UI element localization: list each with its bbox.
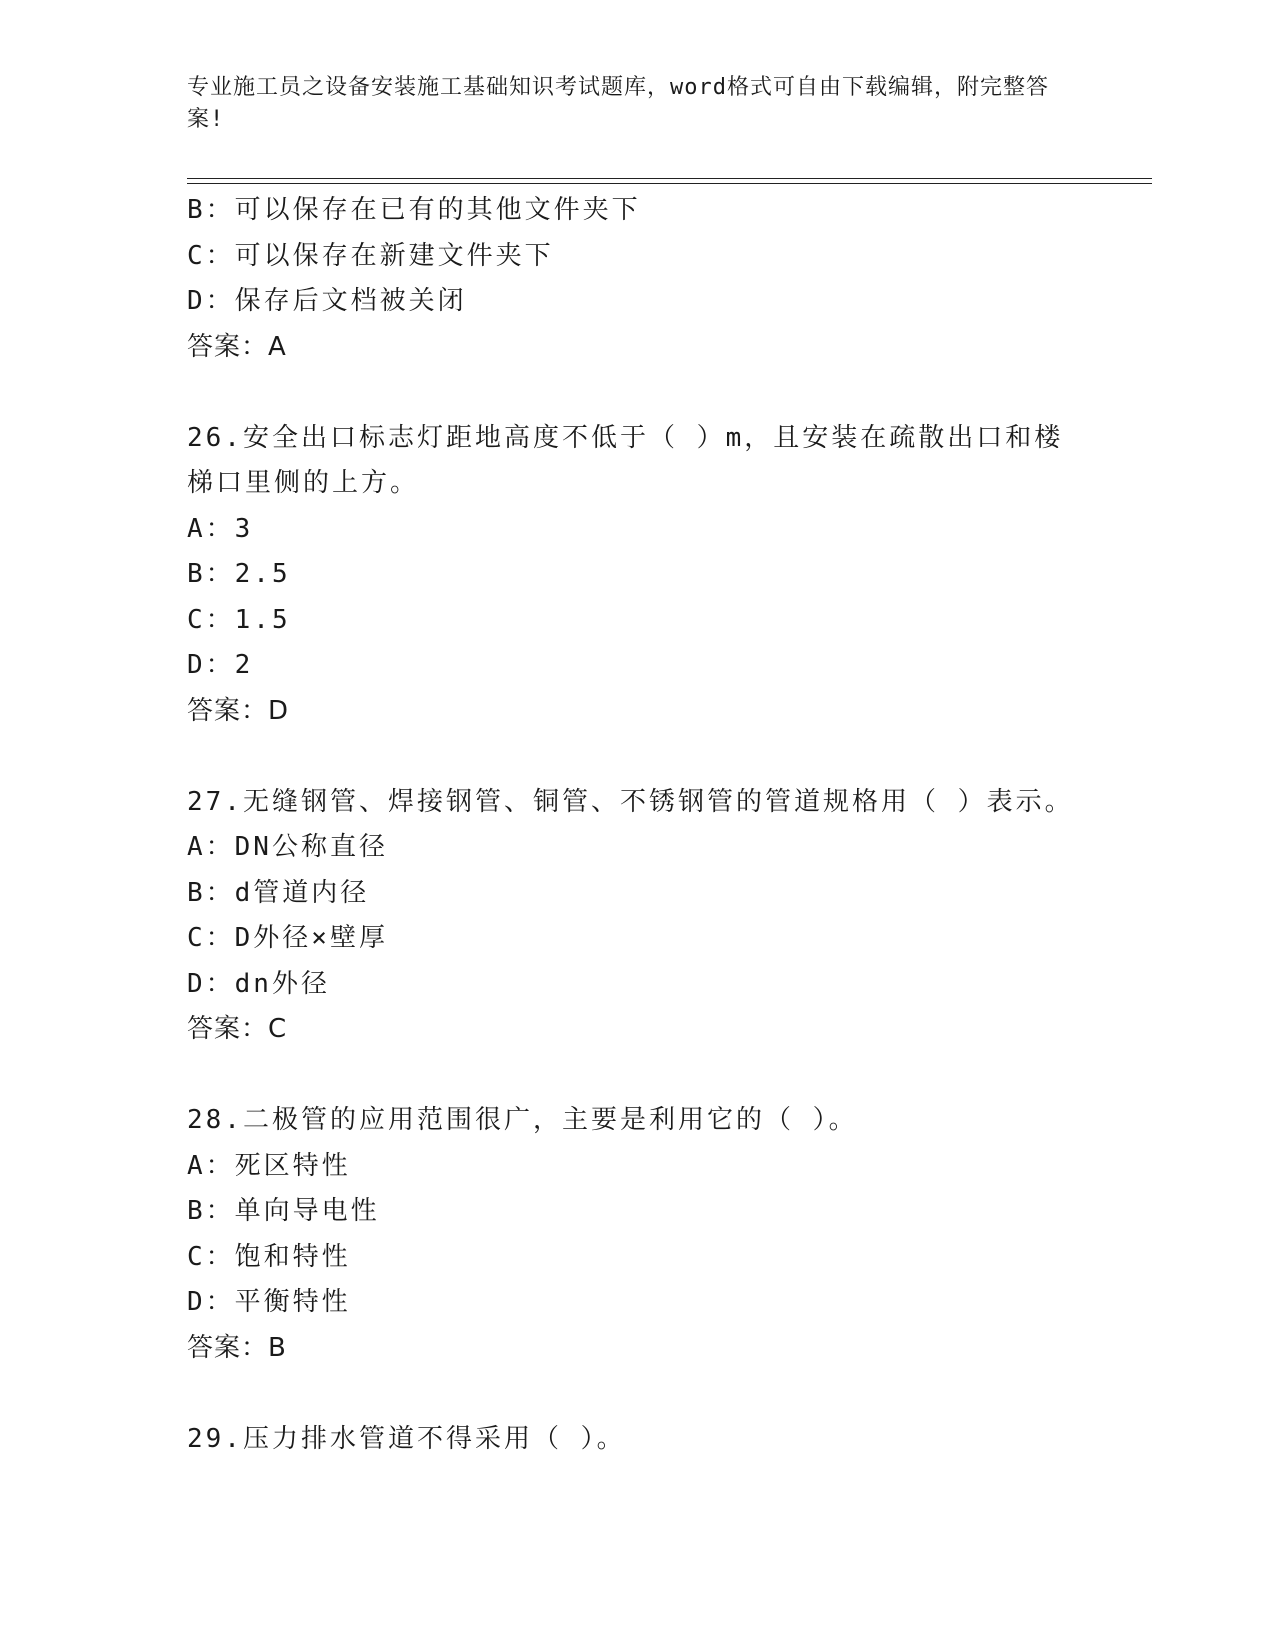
option-a: A：DN公称直径 bbox=[187, 832, 388, 862]
option-c: C：1.5 bbox=[187, 604, 291, 635]
answer-line: 答案：D bbox=[187, 695, 290, 726]
header-rule-bottom bbox=[187, 183, 1152, 184]
question-26 bbox=[187, 416, 1107, 735]
question-title: 27.无缝钢管、焊接钢管、铜管、不锈钢管的管道规格用（ ）表示。 bbox=[187, 786, 1074, 817]
option-b: B：单向导电性 bbox=[187, 1196, 380, 1226]
option-a: A：3 bbox=[187, 513, 254, 544]
question-25-continuation bbox=[187, 188, 1107, 370]
question-28 bbox=[187, 1098, 1107, 1371]
option-b: B：可以保存在已有的其他文件夹下 bbox=[187, 195, 641, 225]
question-29 bbox=[187, 1417, 1107, 1463]
answer-line: 答案：C bbox=[187, 1014, 288, 1044]
question-title: 29.压力排水管道不得采用（ ）。 bbox=[187, 1423, 626, 1454]
document-header: 专业施工员之设备安装施工基础知识考试题库，word格式可自由下载编辑，附完整答案! bbox=[187, 75, 1049, 132]
option-a: A：死区特性 bbox=[187, 1150, 351, 1181]
option-c: C：可以保存在新建文件夹下 bbox=[187, 240, 554, 271]
option-c: C：D外径×壁厚 bbox=[187, 923, 388, 953]
question-title: 26.安全出口标志灯距地高度不低于（ ）m，且安装在疏散出口和楼梯口里侧的上方。 bbox=[187, 422, 1064, 498]
option-b: B：2.5 bbox=[187, 559, 291, 589]
header-rule-top bbox=[187, 178, 1152, 179]
option-d: D：平衡特性 bbox=[187, 1287, 351, 1317]
question-title: 28.二极管的应用范围很广，主要是利用它的（ ）。 bbox=[187, 1105, 858, 1135]
option-d: D：dn外径 bbox=[187, 968, 330, 999]
answer-line: 答案：B bbox=[187, 1332, 287, 1363]
option-d: D：保存后文档被关闭 bbox=[187, 286, 467, 316]
option-c: C：饱和特性 bbox=[187, 1241, 351, 1272]
option-d: D：2 bbox=[187, 650, 254, 680]
answer-line: 答案：A bbox=[187, 331, 287, 362]
question-list bbox=[187, 188, 1107, 1462]
question-27 bbox=[187, 780, 1107, 1053]
option-b: B：d管道内径 bbox=[187, 877, 370, 908]
